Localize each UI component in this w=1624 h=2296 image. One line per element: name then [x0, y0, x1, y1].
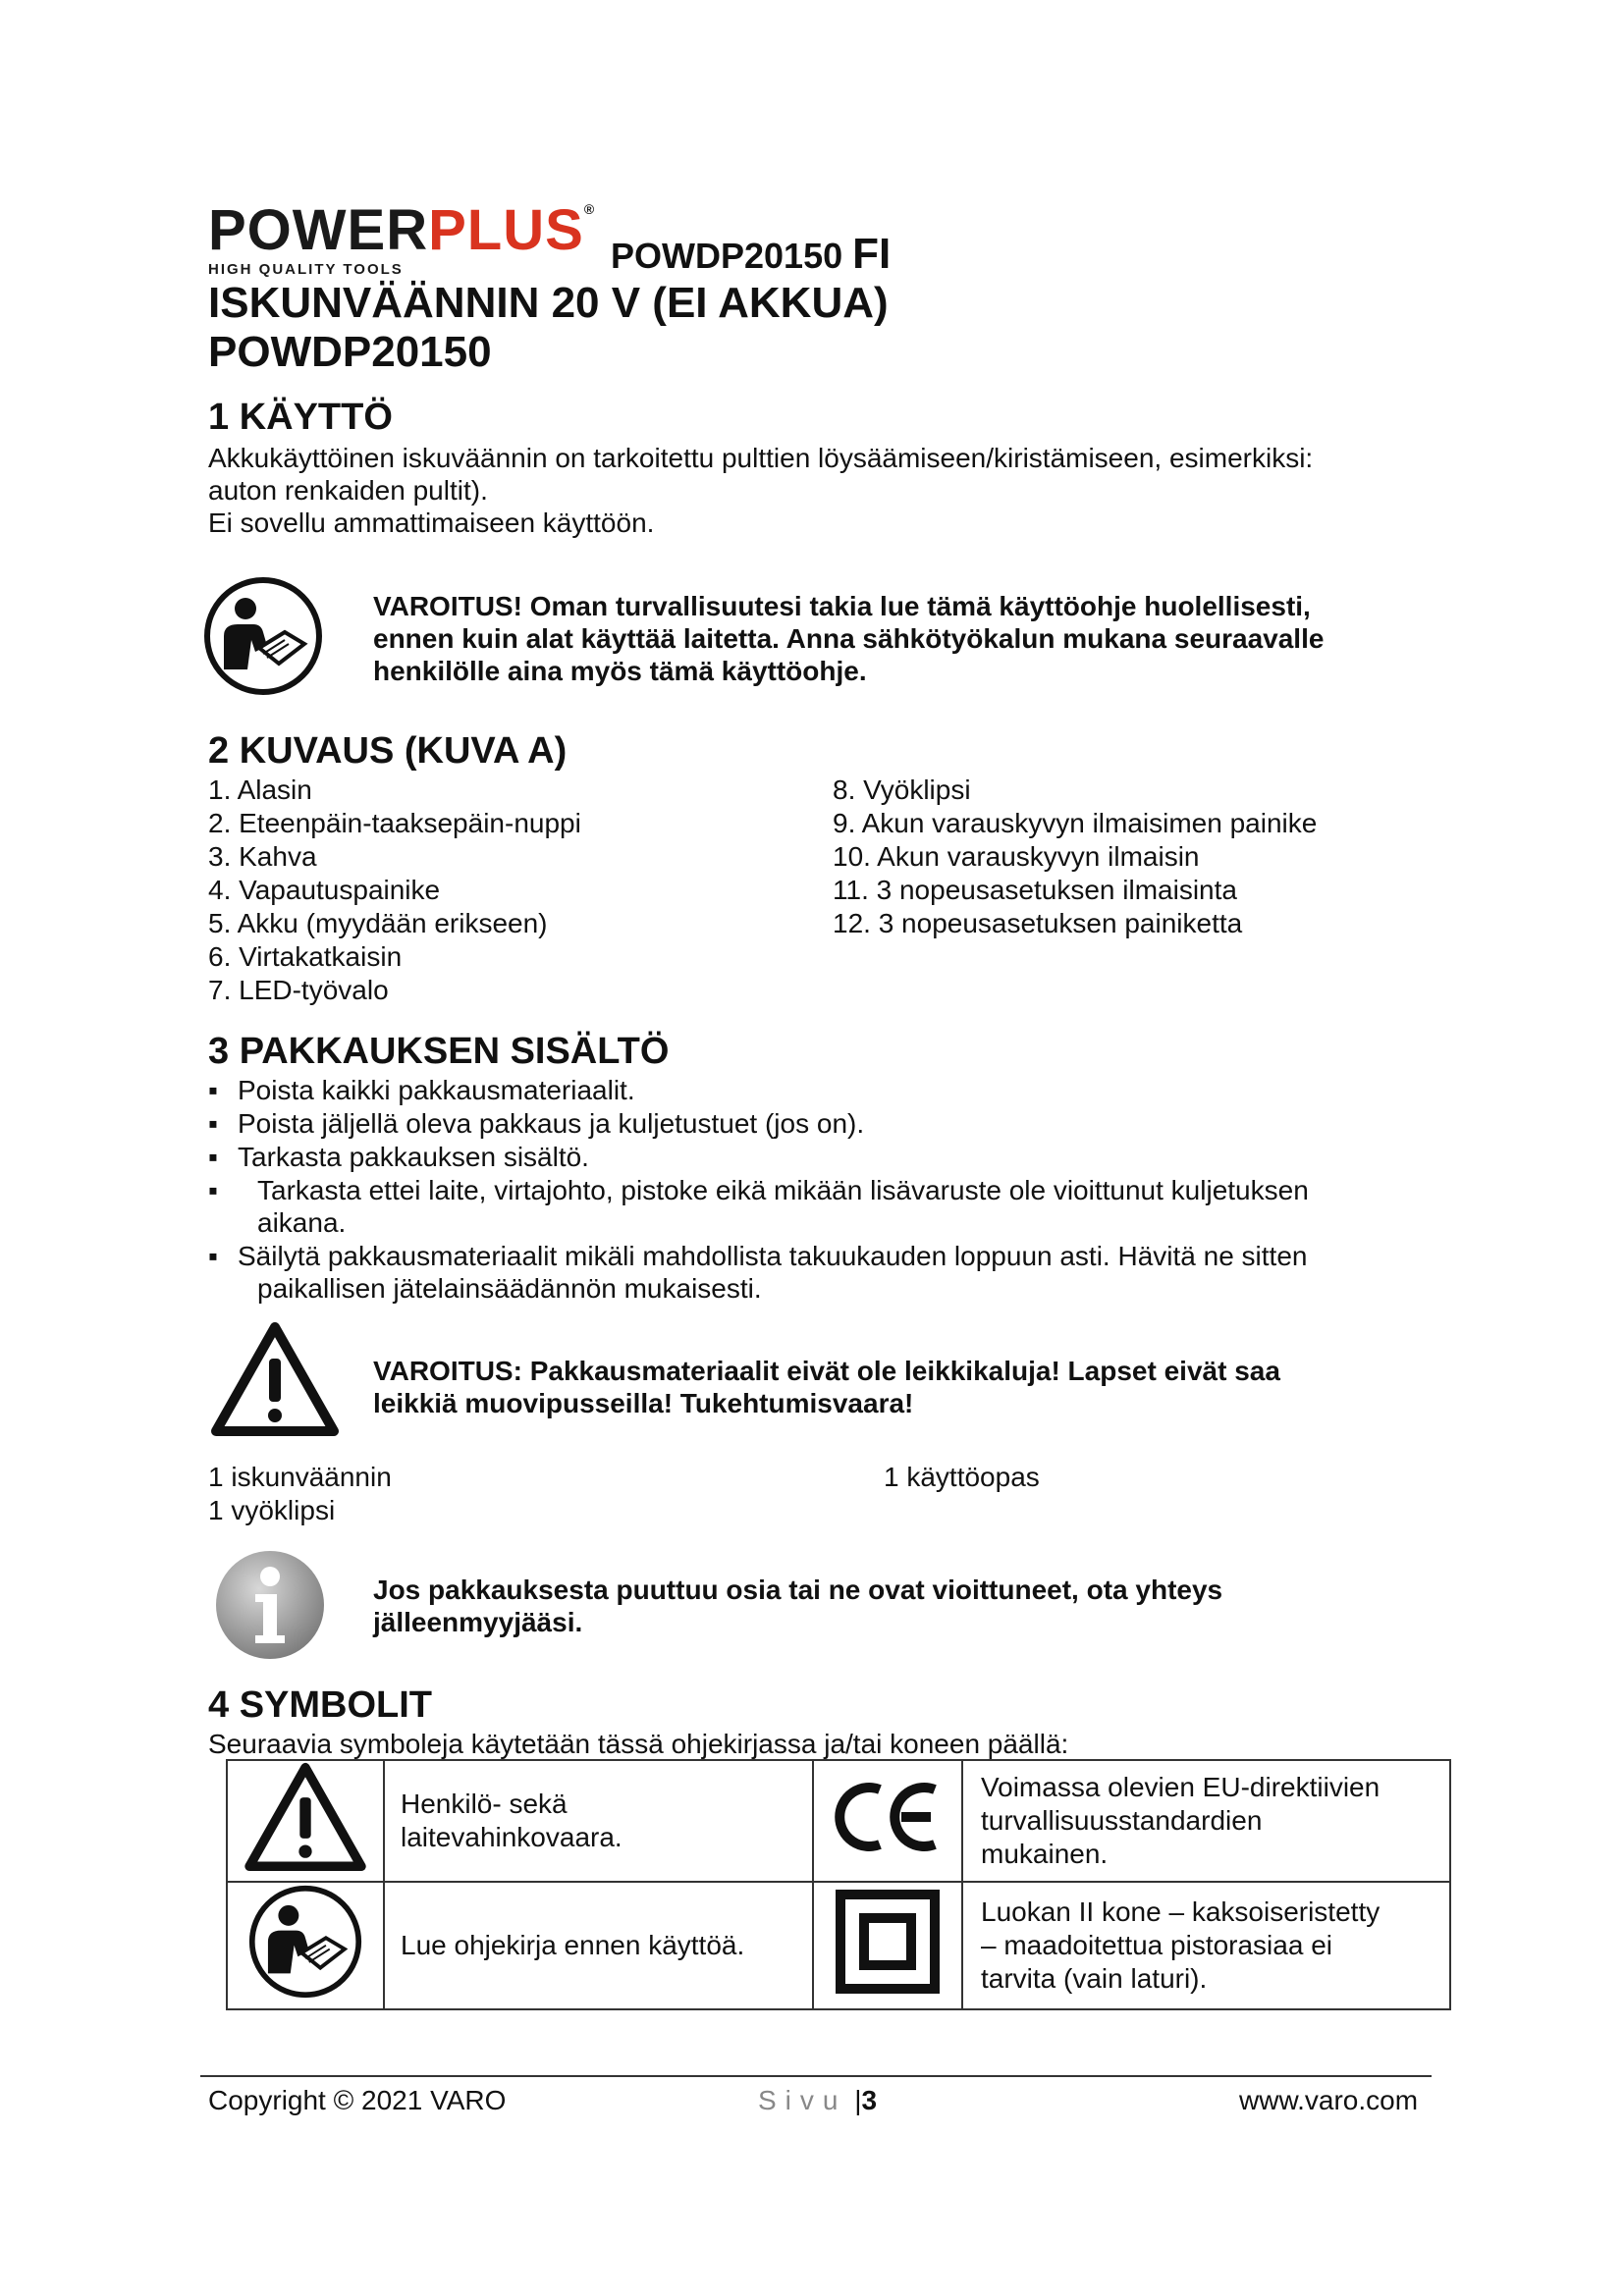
- page-word: Sivu: [758, 2085, 847, 2115]
- symbol-description: Lue ohjekirja ennen käyttöä.: [384, 1882, 813, 2009]
- table-row: [227, 1882, 1450, 2009]
- model-code: POWDP20150: [611, 236, 843, 276]
- usage-text-line2: auton renkaiden pultit).: [208, 475, 488, 506]
- footer-divider: [200, 2075, 1432, 2077]
- section-2-heading: 2 KUVAUS (KUVA A): [208, 730, 568, 772]
- symbol-cell: [813, 1760, 962, 1882]
- info-note: [373, 1574, 1414, 1638]
- usage-text-line1: Akkukäyttöinen iskuväännin on tarkoitettu pulttien löysäämiseen/kiristämiseen, esimerkiksi:: [208, 443, 1314, 473]
- list-item: 12. 3 nopeusasetuksen painiketta: [833, 908, 1243, 938]
- footer-copyright: Copyright © 2021 VARO: [208, 2085, 507, 2115]
- brand-reg: ®: [583, 201, 596, 217]
- contents-item: 1 vyöklipsi: [208, 1495, 336, 1525]
- read-manual-icon: [202, 575, 324, 702]
- usage-warning-line3: henkilölle aina myös tämä käyttöohje.: [373, 656, 867, 686]
- list-item: 7. LED-työvalo: [208, 975, 389, 1005]
- list-item: ▪ Tarkasta ettei laite, virtajohto, pistoke eikä mikään lisävaruste ole vioittunut kuljetuksen aikana.: [208, 1174, 1416, 1239]
- page-separator: |: [854, 2085, 862, 2115]
- section-1-heading: 1 KÄYTTÖ: [208, 397, 393, 438]
- symbol-cell: [227, 1760, 384, 1882]
- list-item: 9. Akun varauskyvyn ilmaisimen painike: [833, 808, 1318, 838]
- contents-item: 1 iskunväännin: [208, 1462, 392, 1492]
- symbol-description: Henkilö- sekä laitevahinkovaara.: [384, 1760, 813, 1882]
- contents-item: 1 käyttöopas: [884, 1462, 1040, 1492]
- section-4-heading: 4 SYMBOLIT: [208, 1684, 433, 1726]
- symbol-description: Voimassa olevien EU-direktiivien turvallisuusstandardien mukainen.: [962, 1760, 1450, 1882]
- model-heading: [611, 230, 891, 279]
- info-note-line2: jälleenmyyjääsi.: [373, 1607, 583, 1637]
- read-manual-icon: [247, 1975, 363, 2005]
- list-item: 4. Vapautuspainike: [208, 875, 441, 905]
- list-item: ▪ Poista jäljellä oleva pakkaus ja kuljetustuet (jos on).: [208, 1107, 1416, 1140]
- description-list-left: [208, 774, 581, 1007]
- list-item: 8. Vyöklipsi: [833, 774, 971, 805]
- description-list-right: [833, 774, 1317, 940]
- list-item: ▪ Poista kaikki pakkausmateriaalit.: [208, 1074, 1416, 1106]
- list-item: 3. Kahva: [208, 841, 317, 872]
- info-icon: [212, 1547, 328, 1668]
- package-bullet-list: [208, 1074, 1416, 1306]
- brand-part2: PLUS: [428, 198, 584, 262]
- usage-warning-line2: ennen kuin alat käyttää laitetta. Anna sähkötyökalun mukana seuraavalle: [373, 623, 1325, 654]
- list-item: ▪ Tarkasta pakkauksen sisältö.: [208, 1141, 1416, 1173]
- package-warning: [373, 1355, 1414, 1419]
- package-warning-line1: VAROITUS: Pakkausmateriaalit eivät ole leikkikaluja! Lapset eivät saa: [373, 1356, 1280, 1386]
- brand-logo: [208, 198, 596, 278]
- info-note-line1: Jos pakkauksesta puuttuu osia tai ne ovat vioittuneet, ota yhteys: [373, 1575, 1223, 1605]
- footer-page: [758, 2085, 877, 2116]
- document-title-model: POWDP20150: [208, 328, 492, 376]
- brand-part1: POWER: [208, 198, 429, 262]
- language-code: FI: [852, 230, 892, 278]
- footer-website: www.varo.com: [1239, 2085, 1419, 2115]
- table-row: [227, 1760, 1450, 1882]
- list-item: 11. 3 nopeusasetuksen ilmaisinta: [833, 875, 1237, 905]
- warning-triangle-icon: [210, 1321, 340, 1442]
- ce-mark-icon: [833, 1832, 943, 1862]
- list-item: 10. Akun varauskyvyn ilmaisin: [833, 841, 1200, 872]
- symbol-description: Luokan II kone – kaksoiseristetty – maadoitettua pistorasiaa ei tarvita (vain laturi).: [962, 1882, 1450, 2009]
- symbol-cell: [813, 1882, 962, 2009]
- section-3-heading: 3 PAKKAUKSEN SISÄLTÖ: [208, 1031, 670, 1072]
- warning-triangle-icon: [243, 1847, 368, 1878]
- package-warning-line2: leikkiä muovipusseilla! Tukehtumisvaara!: [373, 1388, 914, 1418]
- list-item: 5. Akku (myydään erikseen): [208, 908, 548, 938]
- brand-tagline: HIGH QUALITY TOOLS: [208, 261, 404, 278]
- usage-text-line3: Ei sovellu ammattimaiseen käyttöön.: [208, 507, 655, 538]
- page-number: 3: [861, 2085, 878, 2115]
- list-item: 1. Alasin: [208, 774, 312, 805]
- list-item: ▪ Säilytä pakkausmateriaalit mikäli mahdollista takuukauden loppuun asti. Hävitä ne sitten paikallisen jätelainsäädännön mukaisesti.: [208, 1240, 1416, 1305]
- usage-warning: [373, 590, 1414, 687]
- symbols-table: [226, 1759, 1451, 2010]
- list-item: 6. Virtakatkaisin: [208, 941, 403, 972]
- usage-warning-line1: VAROITUS! Oman turvallisuutesi takia lue tämä käyttöohje huolellisesti,: [373, 591, 1311, 621]
- document-title: ISKUNVÄÄNNIN 20 V (EI AKKUA): [208, 279, 889, 327]
- symbol-cell: [227, 1882, 384, 2009]
- symbols-intro: Seuraavia symboleja käytetään tässä ohjekirjassa ja/tai koneen päällä:: [208, 1729, 1069, 1759]
- class-ii-double-insulation-icon: [835, 1970, 941, 2001]
- list-item: 2. Eteenpäin-taaksepäin-nuppi: [208, 808, 581, 838]
